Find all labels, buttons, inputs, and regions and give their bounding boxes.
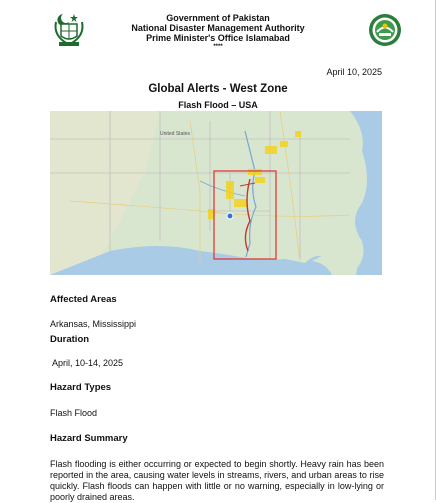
affected-areas-heading: Affected Areas [50, 294, 117, 305]
header-line-government: Government of Pakistan [166, 13, 270, 23]
report-date: April 10, 2025 [326, 67, 382, 77]
header-stars: **** [213, 44, 223, 50]
affected-areas-value: Arkansas, Mississippi [50, 319, 137, 329]
hazard-summary-heading: Hazard Summary [50, 433, 128, 444]
header-line-pm-office: Prime Minister's Office Islamabad [146, 33, 290, 43]
hazard-summary-text: Flash flooding is either occurring or expected to begin shortly. Heavy rain has been reported in the area, causing water levels in streams, rivers, and urban areas to rise quickly. Flash floods can happen with little or no warning, especially in low-lying or poorly drained areas. [50, 459, 384, 502]
page-title: Global Alerts - West Zone [148, 83, 288, 95]
hazard-types-heading: Hazard Types [50, 382, 112, 393]
hazard-types-value: Flash Flood [50, 408, 98, 418]
header-line-ndma: National Disaster Management Authority [131, 23, 305, 33]
page-subtitle: Flash Flood – USA [178, 100, 258, 110]
map-label-united-states: United States [160, 131, 191, 137]
flood-map [50, 111, 382, 275]
duration-heading: Duration [50, 334, 90, 345]
duration-value: April, 10-14, 2025 [50, 358, 124, 368]
